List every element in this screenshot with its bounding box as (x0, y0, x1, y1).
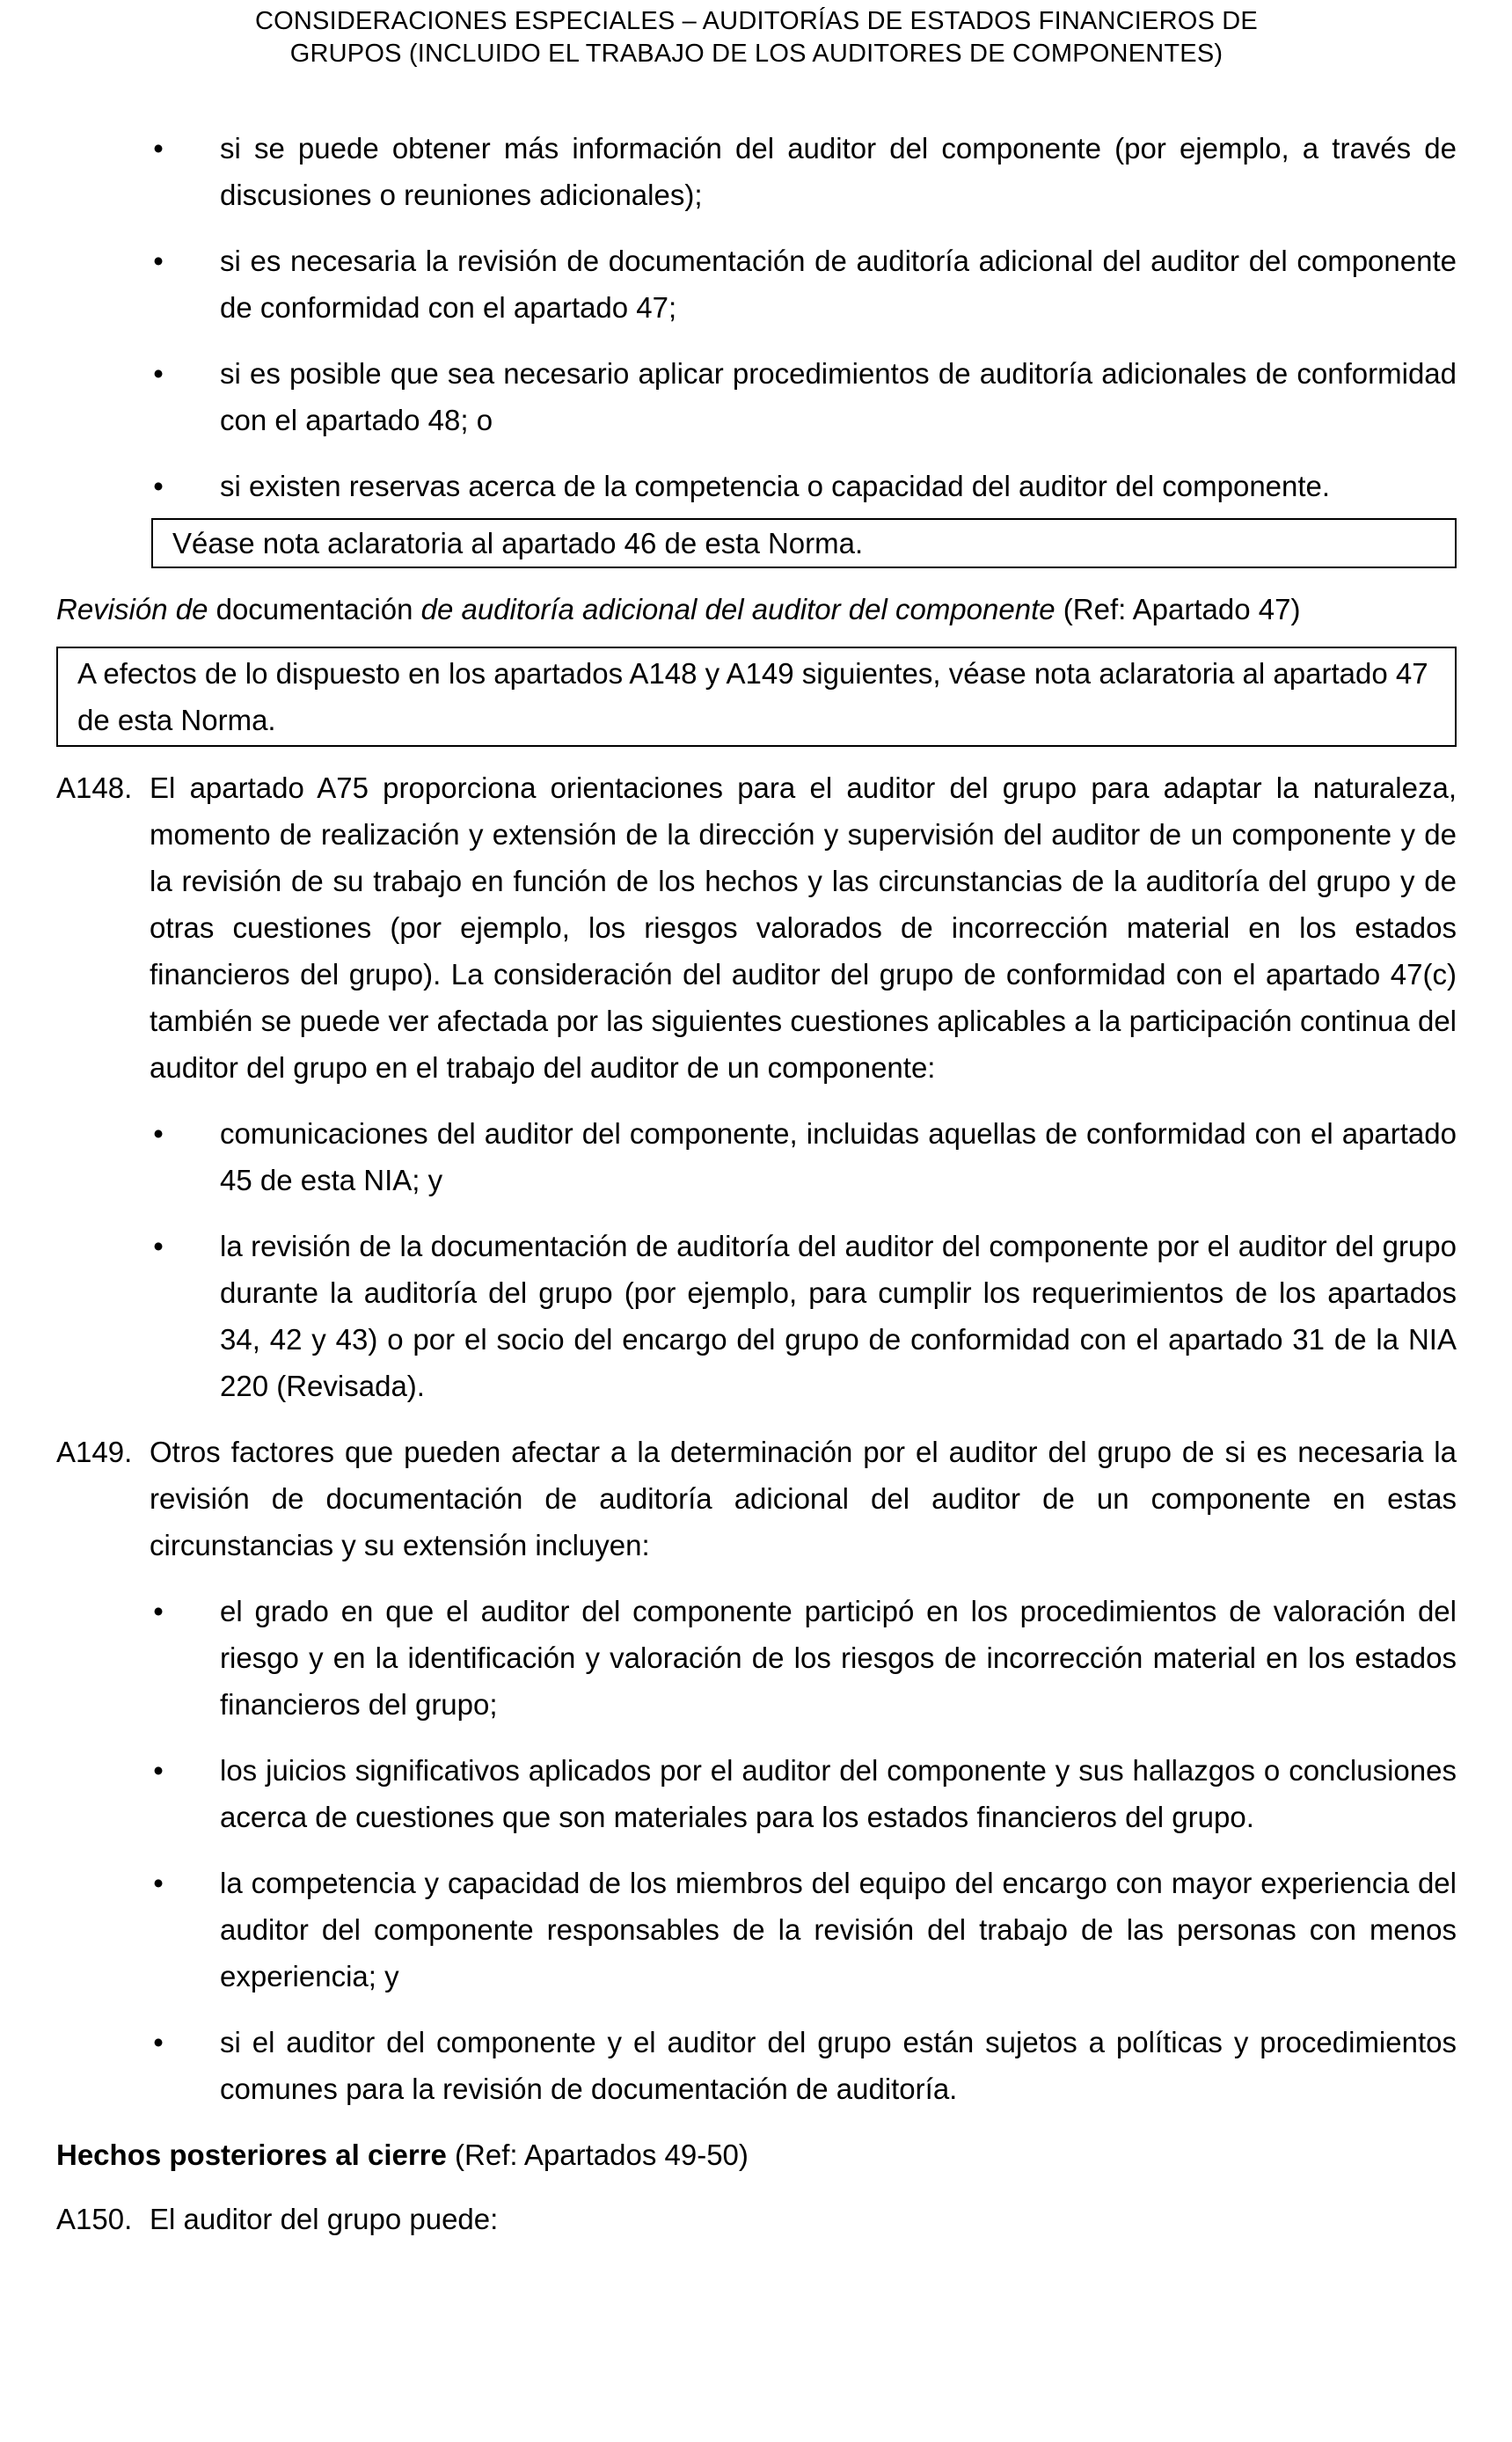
bullet-icon: • (153, 2026, 164, 2058)
list-item-text: si es posible que sea necesario aplicar procedimientos de auditoría adicionales de conformidad con el apartado 48; o (220, 357, 1457, 436)
explanatory-note-box (151, 518, 1457, 568)
document-body (56, 125, 1457, 2262)
list-item (56, 463, 1457, 509)
section-heading-subsequent-events (56, 2131, 1457, 2178)
list-item (56, 238, 1457, 331)
list-item (56, 1588, 1457, 1728)
section-heading-title: Hechos posteriores al cierre (56, 2139, 447, 2171)
paragraph-number: A148. (56, 771, 133, 804)
list-item-text: si el auditor del componente y el auditor del grupo están sujetos a políticas y procedimientos comunes para la revisión de documentación de auditoría. (220, 2026, 1457, 2105)
list-item-text: la competencia y capacidad de los miembros del equipo del encargo con mayor experiencia del auditor del componente responsables de la revisión del trabajo de las personas con menos experiencia; y (220, 1867, 1457, 1992)
top-bullet-list (56, 125, 1457, 509)
list-item (56, 1110, 1457, 1203)
section-subheading (56, 586, 1457, 632)
subheading-ref: (Ref: Apartado 47) (1055, 593, 1301, 625)
bullet-icon: • (153, 132, 164, 165)
bullet-icon: • (153, 1867, 164, 1899)
bullet-icon: • (153, 1754, 164, 1787)
explanatory-note-text: A efectos de lo dispuesto en los apartados A148 y A149 siguientes, véase nota aclaratoria al apartado 47 de esta Norma. (77, 657, 1428, 736)
list-item-text: si existen reservas acerca de la competencia o capacidad del auditor del componente. (220, 470, 1331, 502)
page-header (141, 5, 1372, 70)
paragraph-text: El auditor del grupo puede: (150, 2203, 499, 2235)
subheading-regular: documentación (208, 593, 421, 625)
list-item-text: comunicaciones del auditor del componente, incluidas aquellas de conformidad con el apartado 45 de esta NIA; y (220, 1117, 1457, 1196)
list-item (56, 1860, 1457, 2000)
subheading-italic-2: de auditoría adicional del auditor del componente (420, 593, 1055, 625)
bullet-icon: • (153, 1230, 164, 1262)
list-item (56, 2019, 1457, 2112)
bullet-icon: • (153, 1595, 164, 1627)
section-heading-ref: (Ref: Apartados 49-50) (446, 2139, 749, 2171)
list-item (56, 350, 1457, 443)
a148-bullet-list (56, 1110, 1457, 1409)
list-item-text: si es necesaria la revisión de documentación de auditoría adicional del auditor del componente de conformidad con el apartado 47; (220, 245, 1457, 324)
paragraph-a150 (56, 2196, 1457, 2242)
a149-bullet-list (56, 1588, 1457, 2112)
subheading-italic-1: Revisión de (56, 593, 208, 625)
bullet-icon: • (153, 357, 164, 390)
explanatory-note-box (56, 647, 1457, 747)
explanatory-note-text: Véase nota aclaratoria al apartado 46 de esta Norma. (172, 527, 864, 559)
bullet-icon: • (153, 470, 164, 502)
list-item (56, 1223, 1457, 1409)
list-item-text: la revisión de la documentación de auditoría del auditor del componente por el auditor del grupo durante la auditoría del grupo (por ejemplo, para cumplir los requerimientos de los apartados 34, 42 y 43) o por el socio del encargo del grupo de conformidad con el apartado 31 de la NIA 220 (Revisada). (220, 1230, 1457, 1402)
paragraph-a149 (56, 1429, 1457, 1568)
list-item (56, 1747, 1457, 1840)
list-item-text: los juicios significativos aplicados por el auditor del componente y sus hallazgos o conclusiones acerca de cuestiones que son materiales para los estados financieros del grupo. (220, 1754, 1457, 1833)
header-line-2: GRUPOS (INCLUIDO EL TRABAJO DE LOS AUDITORES DE COMPONENTES) (289, 40, 1223, 68)
list-item-text: si se puede obtener más información del auditor del componente (por ejemplo, a través de discusiones o reuniones adicionales); (220, 132, 1457, 211)
paragraph-text: El apartado A75 proporciona orientaciones para el auditor del grupo para adaptar la naturaleza, momento de realización y extensión de la dirección y supervisión del auditor de un componente y de la revisión de su trabajo en función de los hechos y las circunstancias de la auditoría del grupo y de otras cuestiones (por ejemplo, los riesgos valorados de incorrección material en los estados financieros del grupo). La consideración del auditor del grupo de conformidad con el apartado 47(c) también se puede ver afectada por las siguientes cuestiones aplicables a la participación continua del auditor del grupo en el trabajo del auditor de un componente: (150, 771, 1457, 1084)
paragraph-text: Otros factores que pueden afectar a la determinación por el auditor del grupo de si es necesaria la revisión de documentación de auditoría adicional del auditor de un componente en estas circunstancias y su extensión incluyen: (150, 1436, 1457, 1561)
bullet-icon: • (153, 1117, 164, 1150)
list-item-text: el grado en que el auditor del componente participó en los procedimientos de valoración del riesgo y en la identificación y valoración de los riesgos de incorrección material en los estados financieros del grupo; (220, 1595, 1457, 1721)
list-item (56, 125, 1457, 218)
paragraph-number: A150. (56, 2203, 133, 2235)
paragraph-number: A149. (56, 1436, 133, 1468)
paragraph-a148 (56, 764, 1457, 1091)
bullet-icon: • (153, 245, 164, 277)
header-line-1: CONSIDERACIONES ESPECIALES – AUDITORÍAS DE ESTADOS FINANCIEROS DE (255, 7, 1258, 35)
